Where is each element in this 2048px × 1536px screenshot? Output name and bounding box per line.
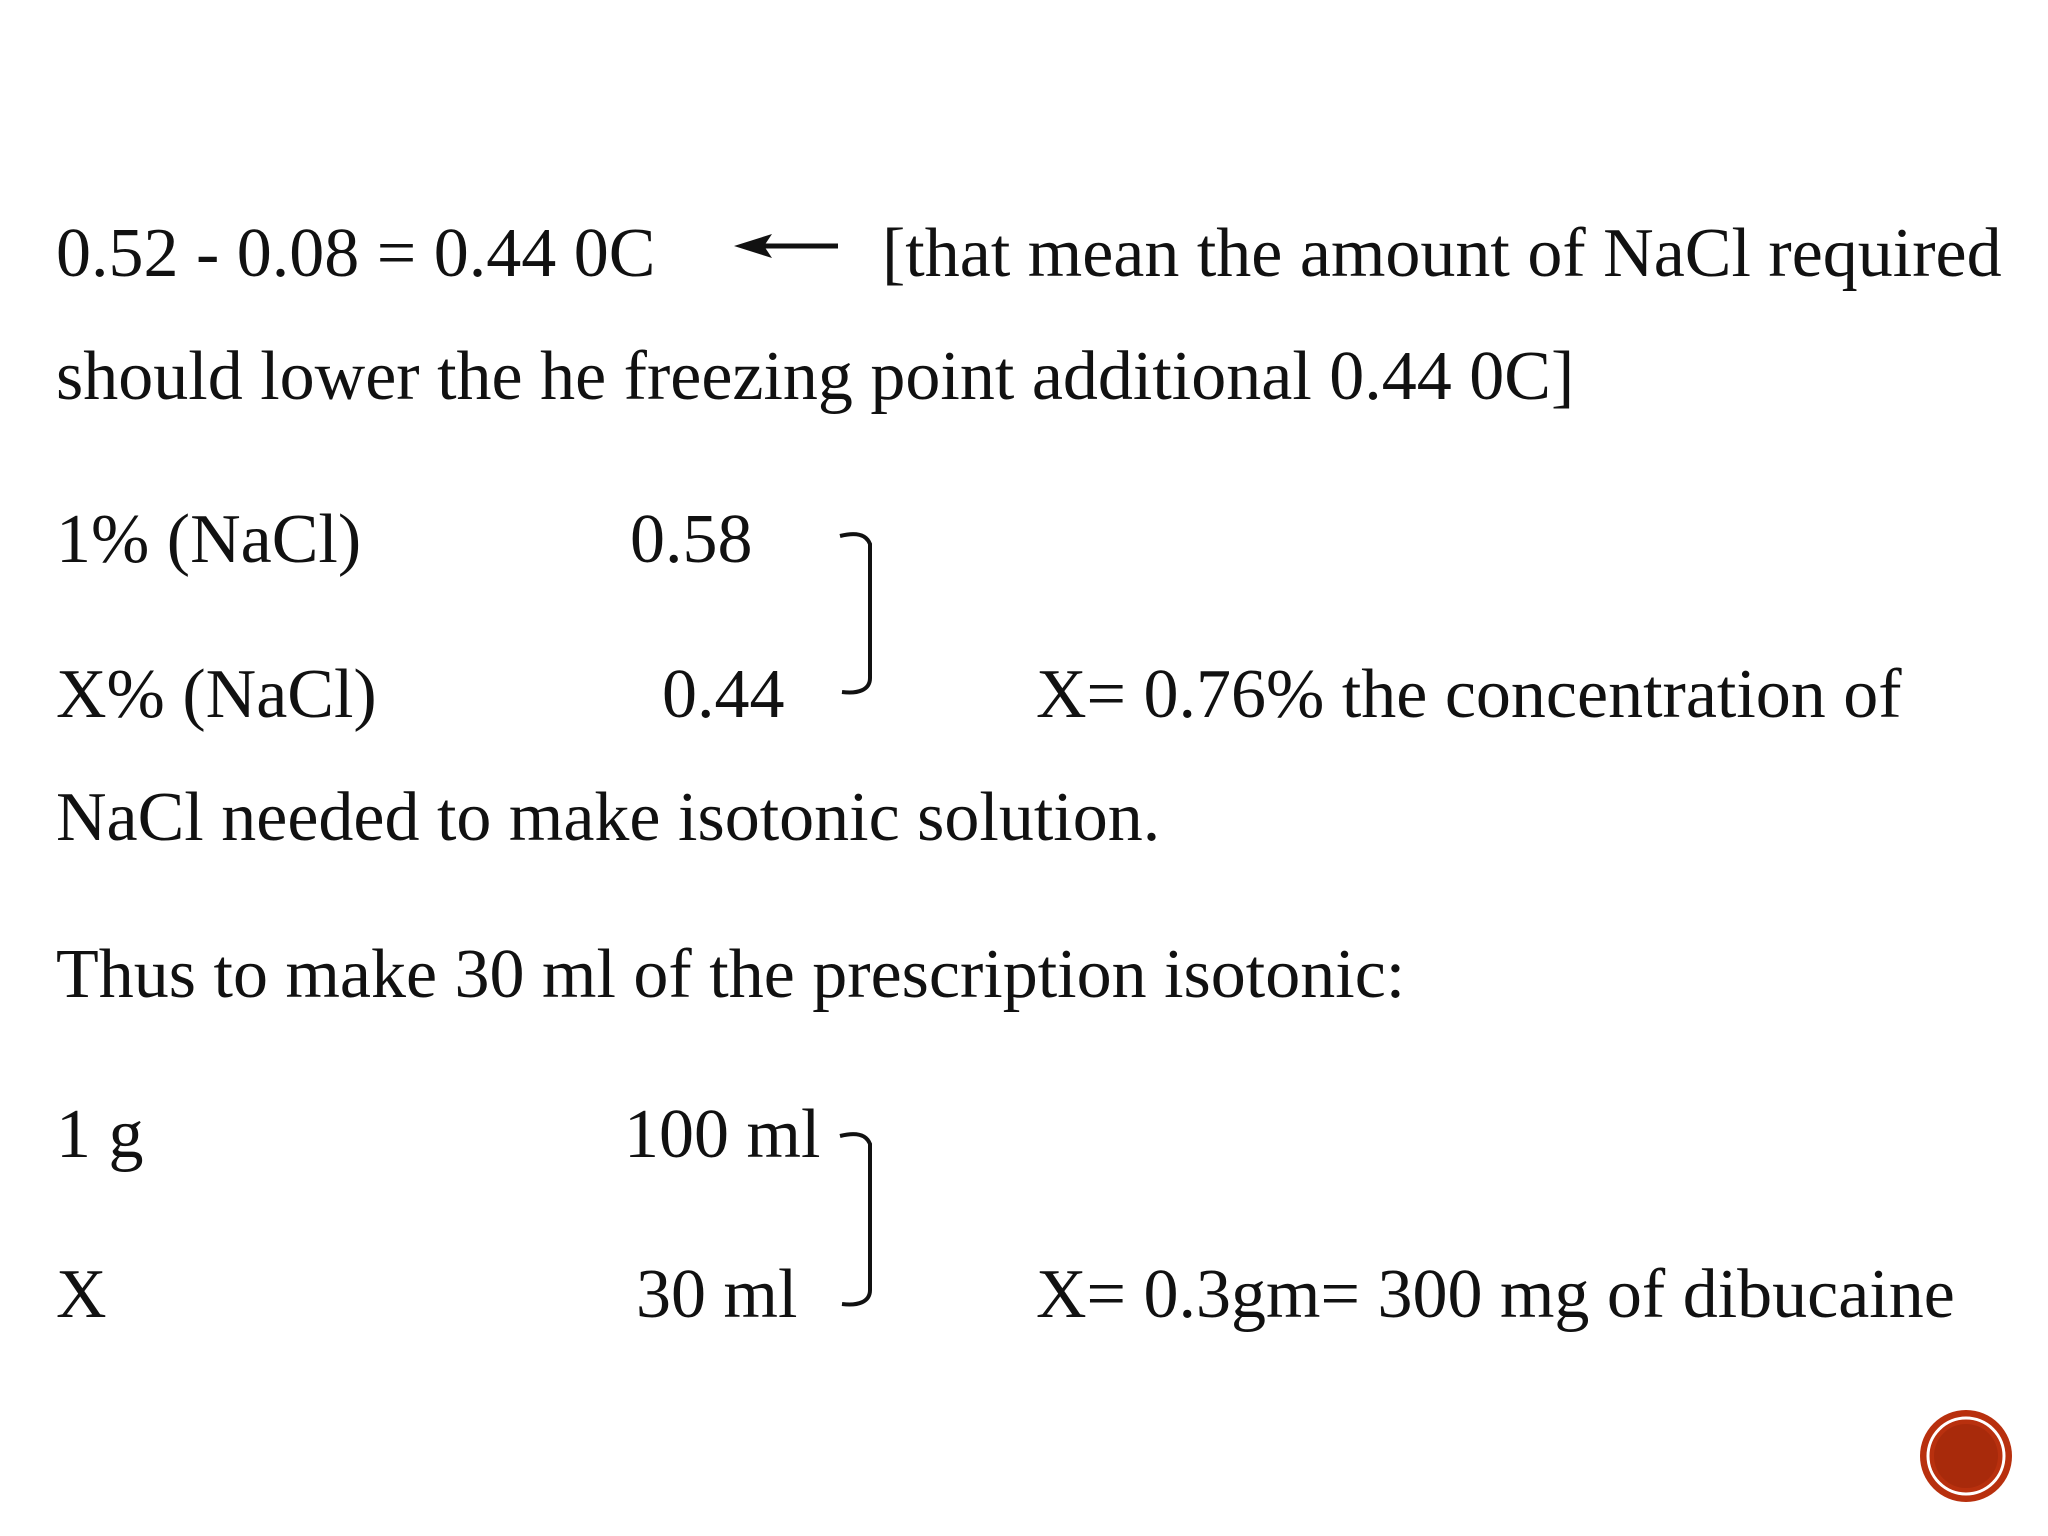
ratio1-row1-label: 1% (NaCl) (56, 501, 362, 578)
intro-text-2: Thus to make 30 ml of the prescription isotonic: (56, 936, 1406, 1013)
left-arrow-icon (732, 226, 842, 266)
ratio2-row1-label: 1 g (56, 1096, 144, 1173)
ratio2-row2-label: X (56, 1256, 107, 1333)
ratio2-row1-value: 100 ml (624, 1096, 821, 1173)
note-line-1: [that mean the amount of NaCl required (882, 215, 2002, 292)
ratio1-bracket (836, 528, 906, 698)
slide-badge-icon (1918, 1408, 2014, 1504)
note-line-2: should lower the he freezing point additional 0.44 0C] (56, 338, 1575, 415)
ratio1-row1-value: 0.58 (630, 501, 753, 578)
ratio2-row2-value: 30 ml (636, 1256, 798, 1333)
equation-text: 0.52 - 0.08 = 0.44 0C (56, 215, 656, 292)
ratio1-result-cont: NaCl needed to make isotonic solution. (56, 779, 1161, 856)
ratio2-bracket (836, 1128, 906, 1310)
ratio1-row2-label: X% (NaCl) (56, 656, 377, 733)
ratio1-result: X= 0.76% the concentration of (1036, 656, 1902, 733)
ratio1-row2-value: 0.44 (662, 656, 785, 733)
ratio2-result: X= 0.3gm= 300 mg of dibucaine (1036, 1256, 1955, 1333)
